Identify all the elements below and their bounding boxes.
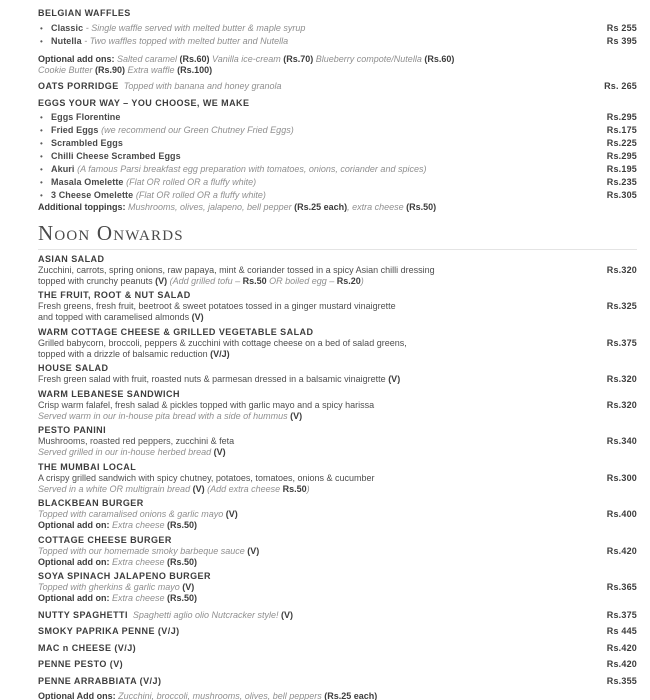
text-segment: Extra cheese <box>109 556 168 567</box>
text-segment: Rs.50 <box>282 483 307 494</box>
item-price: Rs.295 <box>606 112 637 122</box>
text-segment: PESTO PANINI <box>38 425 107 435</box>
text-segment: Grilled babycorn, broccoli, peppers & zucchini with cottage cheese on a bed of salad greens, <box>38 337 407 348</box>
item-text <box>38 546 607 557</box>
text-segment: (Rs.25 each) <box>324 691 378 700</box>
item-title <box>38 571 637 582</box>
text-segment: Chilli Cheese Scrambed Eggs <box>51 151 181 161</box>
item-text <box>51 125 607 136</box>
item-text <box>38 338 607 349</box>
text-segment: Fresh greens, fresh fruit, beetroot & sweet potatoes tossed in a ginger mustard vinaigrette <box>38 301 396 311</box>
item-description <box>38 265 637 276</box>
item-text <box>38 327 637 338</box>
item-text <box>38 276 637 287</box>
item-description <box>38 484 637 495</box>
addons-note <box>38 691 637 700</box>
text-segment: Crisp warm falafel, fresh salad & pickles topped with garlic mayo and a spicy harissa <box>38 399 375 410</box>
item-text <box>38 462 637 473</box>
text-segment: BELGIAN WAFFLES <box>38 8 131 18</box>
item-price: Rs.320 <box>606 399 637 410</box>
item-description <box>38 436 637 447</box>
text-segment: Vanilla ice-cream <box>209 54 284 64</box>
item-text <box>51 151 607 162</box>
text-segment: Fresh green salad with fruit, roasted nuts & parmesan dressed in a balsamic vinaigrette <box>38 374 389 384</box>
text-segment: (we recommend our Green Chutney Fried Eggs) <box>101 125 294 135</box>
text-segment: (Rs.25 each) <box>294 202 348 212</box>
item-text <box>51 190 607 201</box>
item-text <box>38 411 637 422</box>
bullet-icon: • <box>40 36 43 46</box>
menu-item <box>38 81 637 92</box>
text-segment: (V) <box>155 275 168 286</box>
text-segment: Optional add on: <box>38 520 110 530</box>
item-text <box>38 509 607 520</box>
text-segment: (V) <box>225 509 238 519</box>
item-text <box>38 400 607 411</box>
item-text <box>38 8 637 19</box>
text-segment: (Rs.60) <box>179 54 210 64</box>
text-segment: MAC n CHEESE (V/J) <box>38 642 137 653</box>
section-divider <box>38 249 637 250</box>
item-description <box>38 312 637 323</box>
text-segment: (Rs.70) <box>283 54 314 64</box>
item-price: Rs.325 <box>606 301 637 311</box>
item-price: Rs.320 <box>606 264 637 275</box>
item-text <box>38 676 607 687</box>
item-text <box>38 643 607 654</box>
text-segment: Zucchini, broccoli, mushrooms, olives, bell peppers <box>115 691 325 700</box>
item-text <box>51 138 607 149</box>
text-segment: Optional Add ons: <box>38 691 116 700</box>
menu-item <box>38 36 637 48</box>
text-segment: (V) <box>247 545 260 556</box>
text-segment: (Rs.90) <box>95 64 126 75</box>
text-segment: (Rs.50) <box>167 556 198 567</box>
menu-item <box>38 23 637 35</box>
item-title <box>38 425 637 436</box>
item-text <box>38 498 637 509</box>
text-segment: WARM LEBANESE SANDWICH <box>38 388 180 399</box>
item-price: Rs 445 <box>606 626 637 636</box>
text-segment: (Rs.50) <box>406 202 437 212</box>
item-title <box>38 389 637 400</box>
text-segment: (Flat OR rolled OR a fluffy white) <box>126 177 257 187</box>
item-text <box>38 98 637 109</box>
menu-item <box>38 138 637 150</box>
text-segment: Zucchini, carrots, spring onions, raw papaya, mint & coriander tossed in a spicy Asian chilli dressing <box>38 264 435 275</box>
item-price: Rs.300 <box>606 472 637 483</box>
text-segment: Blueberry compote/Nutella <box>313 54 425 64</box>
item-price: Rs.320 <box>606 374 637 384</box>
text-segment: SOYA SPINACH JALAPENO BURGER <box>38 571 211 581</box>
text-segment: OATS PORRIDGE <box>38 81 119 91</box>
text-segment: Salted caramel <box>114 54 180 64</box>
item-text <box>38 363 637 374</box>
item-price: Rs 255 <box>606 22 637 33</box>
text-segment: ) <box>306 483 310 494</box>
item-text <box>38 436 607 447</box>
text-segment: WARM COTTAGE CHEESE & GRILLED VEGETABLE SALAD <box>38 326 314 337</box>
text-segment: THE MUMBAI LOCAL <box>38 461 137 472</box>
text-segment: (Rs.100) <box>177 64 213 75</box>
text-segment: (Rs.50) <box>167 520 198 530</box>
item-text <box>38 81 604 92</box>
text-segment: Extra waffle <box>125 64 178 75</box>
item-description <box>38 447 637 458</box>
text-segment: Optional add ons: <box>38 54 115 64</box>
text-segment: COTTAGE CHEESE BURGER <box>38 534 172 545</box>
text-segment: ) <box>360 275 364 286</box>
text-segment: Akuri <box>51 164 78 174</box>
text-segment: ASIAN SALAD <box>38 253 105 264</box>
item-text <box>51 164 607 175</box>
text-segment: Optional add on: <box>38 556 110 567</box>
text-segment: (V) <box>191 312 204 322</box>
item-price: Rs.195 <box>606 164 637 174</box>
text-segment: (V) <box>182 582 195 592</box>
menu-item <box>38 643 637 654</box>
text-segment: (Rs.50) <box>167 593 198 603</box>
text-segment: Served grilled in our in-house herbed bread <box>38 447 214 457</box>
item-text <box>38 691 637 700</box>
item-price: Rs.365 <box>606 582 637 592</box>
item-title <box>38 327 637 338</box>
item-description <box>38 374 637 385</box>
bullet-icon: • <box>40 152 43 161</box>
item-description <box>38 509 637 520</box>
text-segment: Classic <box>51 22 84 33</box>
text-segment: EGGS YOUR WAY – YOU CHOOSE, WE MAKE <box>38 97 250 108</box>
text-segment: Rs.20 <box>336 275 361 286</box>
text-segment: 3 Cheese Omelette <box>51 190 136 200</box>
item-text <box>38 593 637 604</box>
text-segment: (Add extra cheese <box>207 483 283 494</box>
item-description <box>38 473 637 484</box>
text-segment: (V) <box>192 483 205 494</box>
item-price: Rs. 265 <box>604 81 637 91</box>
text-segment: Mushrooms, olives, jalapeno, bell pepper <box>125 202 295 212</box>
item-price: Rs.340 <box>606 436 637 446</box>
text-segment: A crispy grilled sandwich with spicy chutney, potatoes, tomatoes, onions & cucumber <box>38 472 375 483</box>
item-title <box>38 498 637 509</box>
text-segment: Rs.50 <box>242 275 267 286</box>
addons-note <box>38 65 637 76</box>
bullet-icon: • <box>40 113 43 122</box>
item-description <box>38 338 637 349</box>
text-segment: (V) <box>213 447 226 457</box>
text-segment: (Flat OR rolled OR a fluffy white) <box>135 190 266 200</box>
item-text <box>38 301 607 312</box>
item-text <box>38 659 607 670</box>
bullet-icon: • <box>40 126 43 135</box>
item-text <box>38 535 637 546</box>
item-text <box>51 36 607 47</box>
item-text <box>38 473 607 484</box>
text-segment: Eggs Florentine <box>51 112 121 122</box>
item-text <box>38 349 637 360</box>
item-price: Rs 395 <box>606 35 637 46</box>
item-description <box>38 349 637 360</box>
item-title <box>38 254 637 265</box>
text-segment: (V/J) <box>210 348 230 359</box>
bullet-icon: • <box>40 139 43 148</box>
text-segment: topped with a drizzle of balsamic reduction <box>38 348 211 359</box>
text-segment: (V) <box>388 374 401 384</box>
text-segment: Optional add on: <box>38 593 110 603</box>
item-title <box>38 290 637 301</box>
item-text <box>38 265 607 276</box>
item-text <box>38 626 607 637</box>
text-segment: Topped with gherkins & garlic mayo <box>38 582 183 592</box>
item-text <box>38 312 637 323</box>
text-segment: (A famous Parsi breakfast egg preparation with tomatoes, onions, coriander and spices) <box>77 164 427 174</box>
text-segment: Topped with caramalised onions & garlic mayo <box>38 509 226 519</box>
item-description <box>38 276 637 287</box>
section-heading: Noon Onwards <box>38 220 184 245</box>
text-segment: Topped with banana and honey granola <box>118 81 282 91</box>
menu-item <box>38 125 637 137</box>
item-text <box>38 389 637 400</box>
text-segment: Fried Eggs <box>51 125 102 135</box>
text-segment: and topped with caramelised almonds <box>38 312 192 322</box>
item-price: Rs.175 <box>606 125 637 135</box>
bullet-icon: • <box>40 178 43 187</box>
text-segment: (V) <box>290 410 303 421</box>
item-price: Rs.375 <box>606 609 637 620</box>
text-segment: Mushrooms, roasted red peppers, zucchini & feta <box>38 436 235 446</box>
bullet-icon: • <box>40 23 43 33</box>
text-segment: Additional toppings: <box>38 202 126 212</box>
item-price: Rs.400 <box>606 509 637 519</box>
text-segment: (Rs.60) <box>424 54 455 64</box>
item-description <box>38 400 637 411</box>
item-price: Rs.420 <box>606 659 637 669</box>
bullet-icon: • <box>40 191 43 200</box>
item-title <box>38 535 637 546</box>
addons-note <box>38 54 637 65</box>
text-segment: OR boiled egg – <box>266 275 337 286</box>
text-segment: SMOKY PAPRIKA PENNE (V/J) <box>38 626 180 636</box>
text-segment: NUTTY SPAGHETTI <box>38 609 128 620</box>
section-header <box>38 98 637 109</box>
menu-item <box>38 164 637 176</box>
bullet-icon: • <box>40 165 43 174</box>
item-price: Rs.225 <box>606 138 637 148</box>
item-text <box>38 202 637 213</box>
item-description <box>38 593 637 604</box>
item-description <box>38 582 637 593</box>
item-text <box>38 610 607 621</box>
item-text <box>38 484 637 495</box>
item-description <box>38 520 637 531</box>
item-text <box>38 557 637 568</box>
text-segment: Nutella <box>51 35 82 46</box>
text-segment: topped with crunchy peanuts <box>38 275 156 286</box>
section-header <box>38 8 637 19</box>
item-text <box>38 290 637 301</box>
item-text <box>51 112 607 123</box>
menu-item <box>38 659 637 670</box>
item-price: Rs.420 <box>606 545 637 556</box>
text-segment: BLACKBEAN BURGER <box>38 498 144 508</box>
text-segment: Extra cheese <box>109 593 168 603</box>
item-text <box>38 254 637 265</box>
item-text <box>51 177 607 188</box>
item-text <box>51 23 607 34</box>
text-segment: Served in a white OR multigrain bread <box>38 483 193 494</box>
item-title <box>38 462 637 473</box>
item-price: Rs.420 <box>606 642 637 653</box>
item-text <box>38 425 637 436</box>
text-segment: Cookie Butter <box>38 64 96 75</box>
item-price: Rs.375 <box>606 337 637 348</box>
text-segment: Served warm in our in-house pita bread with a side of hummus <box>38 410 291 421</box>
item-price: Rs.355 <box>606 675 637 686</box>
text-segment: , extra cheese <box>347 202 407 212</box>
menu-rows <box>38 8 637 700</box>
item-text <box>38 447 637 458</box>
menu-item <box>38 151 637 163</box>
text-segment: - Single waffle served with melted butter & maple syrup <box>83 22 306 33</box>
text-segment: PENNE ARRABBIATA (V/J) <box>38 675 162 686</box>
item-description <box>38 202 637 213</box>
item-title <box>38 363 637 374</box>
menu-item <box>38 190 637 202</box>
item-text <box>38 65 637 76</box>
text-segment: - Two waffles topped with melted butter and Nutella <box>81 35 289 46</box>
menu-item <box>38 626 637 637</box>
item-description <box>38 301 637 312</box>
text-segment: PENNE PESTO (V) <box>38 659 124 669</box>
item-text <box>38 374 607 385</box>
item-text <box>38 571 637 582</box>
item-text <box>38 582 607 593</box>
item-description <box>38 546 637 557</box>
item-price: Rs.295 <box>606 151 637 161</box>
menu-item <box>38 610 637 621</box>
text-segment: Extra cheese <box>109 520 168 530</box>
text-segment: HOUSE SALAD <box>38 363 109 373</box>
menu-item <box>38 676 637 687</box>
item-price: Rs.235 <box>606 177 637 187</box>
text-segment: (V) <box>281 609 293 620</box>
item-price: Rs.305 <box>606 190 637 200</box>
menu-item <box>38 177 637 189</box>
text-segment: Masala Omelette <box>51 177 127 187</box>
item-description <box>38 557 637 568</box>
item-description <box>38 411 637 422</box>
text-segment: Scrambled Eggs <box>51 138 123 148</box>
item-text <box>38 54 637 65</box>
text-segment: Topped with our homemade smoky barbeque sauce <box>38 545 248 556</box>
item-text <box>38 520 637 531</box>
text-segment: (Add grilled tofu – <box>169 275 243 286</box>
text-segment: THE FRUIT, ROOT & NUT SALAD <box>38 290 191 300</box>
menu-item <box>38 112 637 124</box>
text-segment: Spaghetti aglio olio Nutcracker style! <box>127 609 281 620</box>
